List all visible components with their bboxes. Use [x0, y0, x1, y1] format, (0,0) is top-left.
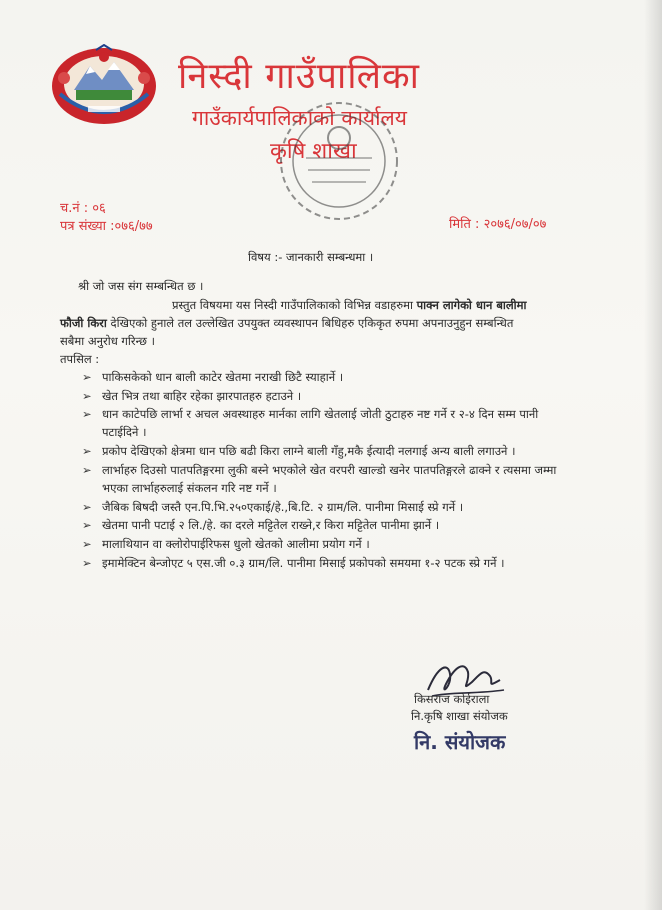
- arrow-bullet-icon: ➢: [82, 500, 92, 514]
- signatory-title: नि.कृषि शाखा संयोजक: [411, 709, 508, 723]
- list-item: ➢ जैबिक बिषदी जस्तै एन.पि.भि.२५०एकाई/हे.,बि.टि. २ ग्राम/लि. पानीमा मिसाई स्प्रे गर्ने ।: [82, 500, 464, 514]
- arrow-bullet-icon: ➢: [82, 518, 92, 532]
- signatory-name: किसराज कोईराला: [414, 692, 490, 706]
- paragraph-emphasis: फौजी किरा: [60, 316, 107, 330]
- subject-line: विषय :- जानकारी सम्बन्धमा ।: [248, 250, 374, 264]
- list-item: ➢ पाकिसकेको धान बाली काटेर खेतमा नराखी छिटै स्याहार्ने ।: [82, 370, 344, 384]
- designation-stamp: नि. संयोजक: [414, 730, 506, 754]
- list-item: ➢ लार्भाहरु दिउसो पातपतिङ्गरमा लुकी बस्ने भएकोले खेत वरपरी खाल्डो खनेर पातपतिङ्गरले ढाक्ने र त्यसमा जम्मा भएका लार्भाहरुलाई संकलन गरि नष्ट गर्ने ।: [82, 463, 557, 495]
- nepal-government-emblem-icon: [50, 44, 158, 126]
- branch-title: कृषि शाखा: [270, 139, 357, 164]
- arrow-bullet-icon: ➢: [82, 444, 92, 458]
- arrow-bullet-icon: ➢: [82, 556, 92, 570]
- list-item: ➢ धान काटेपछि लार्भा र अचल अवस्थाहरु मार्नका लागि खेतलाई जोती ठुटाहरु नष्ट गर्ने र २-४ दिन सम्म पानी पटाईदिने ।: [82, 407, 539, 439]
- paragraph-emphasis: पाक्न लागेको धान बालीमा: [416, 298, 527, 312]
- list-item: ➢ प्रकोप देखिएको क्षेत्रमा धान पछि बढी किरा लाग्ने बाली गँहु,मकै ईत्यादी नलगाई अन्य बाली लगाउने ।: [82, 444, 516, 458]
- paragraph-text: प्रस्तुत विषयमा यस निस्दी गाउँपालिकाको विभिन्न वडाहरुमा: [172, 298, 417, 312]
- arrow-bullet-icon: ➢: [82, 463, 92, 477]
- salutation: श्री जो जस संग सम्बन्धित छ ।: [78, 279, 204, 293]
- paragraph-line-1: [172, 296, 527, 314]
- office-round-seal-icon: [276, 98, 402, 224]
- list-item: ➢ मालाथियान वा क्लोरोपाईरिफस धुलो खेतको आलीमा प्रयोग गर्ने ।: [82, 537, 370, 551]
- list-item: ➢ खेतमा पानी पटाई २ लि./हे. का दरले मट्टितेल राख्ने,र किरा मट्टितेल पानीमा झार्ने ।: [82, 518, 440, 532]
- dispatch-number: च.नं : ०६: [60, 201, 106, 216]
- list-item: ➢ इमामेक्टिन बेन्जोएट ५ एस.जी ०.३ ग्राम/लि. पानीमा मिसाई प्रकोपको समयमा १-२ पटक स्प्रे गर्ने ।: [82, 556, 505, 570]
- office-subtitle: गाउँकार्यपालिकाको कार्यालय: [192, 106, 407, 130]
- paragraph-line-3: सबैमा अनुरोध गरिन्छ ।: [60, 334, 155, 348]
- arrow-bullet-icon: ➢: [82, 407, 92, 421]
- arrow-bullet-icon: ➢: [82, 537, 92, 551]
- letter-date: मिति : २०७६/०७/०७: [449, 217, 547, 232]
- arrow-bullet-icon: ➢: [82, 389, 92, 403]
- letter-number: पत्र संख्या :०७६/७७: [60, 219, 153, 234]
- municipality-title: निस्दी गाउँपालिका: [178, 56, 420, 97]
- paper-edge-shadow: [644, 0, 662, 910]
- arrow-bullet-icon: ➢: [82, 370, 92, 384]
- list-item: ➢ खेत भित्र तथा बाहिर रहेका झारपातहरु हटाउने ।: [82, 389, 302, 403]
- paragraph-line-2: [60, 314, 513, 332]
- paragraph-text: देखिएको हुनाले तल उल्लेखित उपयुक्त व्यवस्थापन बिधिहरु एकिकृत रुपमा अपनाउनुहुन सम्बन्धित: [106, 316, 514, 330]
- details-label: तपसिल :: [60, 352, 100, 366]
